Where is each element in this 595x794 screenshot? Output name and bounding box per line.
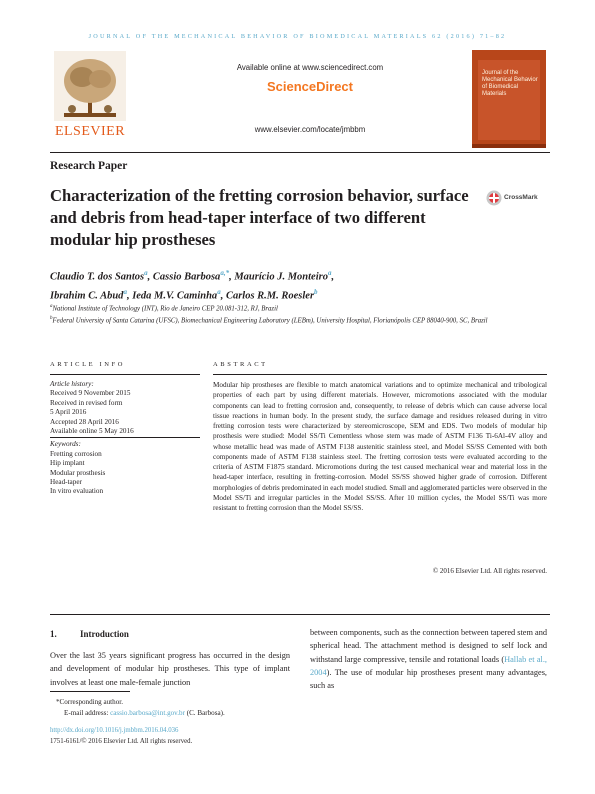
elsevier-wordmark: ELSEVIER (54, 124, 126, 139)
affiliation-marker[interactable]: a,* (220, 269, 230, 277)
email-line (56, 708, 356, 719)
keyword: In vitro evaluation (50, 487, 104, 496)
article-info-rule (50, 374, 200, 375)
crossmark-label: CrossMark (504, 194, 538, 201)
author-line-1: Claudio T. dos Santos$^a$, Cassio Barbosa$^{a,*}$, Maurício J. Monteiro$^a$, (50, 269, 335, 283)
keyword: Modular prosthesis (50, 468, 106, 477)
intro-column-1: Over the last 35 years significant progress has occurred in the design and development of modular hip prostheses. This type of implant involves at least one male-female junction (50, 651, 290, 687)
cover-title: Journal of the Mechanical Behavior of Biomedical Materials (482, 70, 538, 97)
history-label: Article history: (50, 380, 94, 388)
journal-running-header: JOURNAL OF THE MECHANICAL BEHAVIOR OF BIOMEDICAL MATERIALS 62 (2016) 71–82 (88, 33, 507, 40)
email-link[interactable]: cassio.barbosa@int.gov.br (110, 708, 185, 717)
article-info-heading: ARTICLE INFO (50, 361, 126, 368)
history-item: 5 April 2016 (50, 408, 87, 417)
body-text: between components, such as the connection between tapered stem and spherical head. The attachment method is designed to self lock and withstand large compressive, tensile and rotational loads ( (310, 628, 547, 664)
history-item: Available online 5 May 2016 (50, 427, 134, 436)
author-name[interactable]: , Carlos R.M. Roesler (220, 290, 315, 302)
author-name[interactable]: Claudio T. dos Santos (50, 271, 145, 283)
section-number: 1. (50, 629, 57, 639)
affiliation-text: Federal University of Santa Catarina (UFSC), Biomechanical Engineering Laboratory (LEBm), University Hospital, Florianópolis CEP 88040-900, SC, Brazil (52, 317, 488, 325)
sciencedirect-logo[interactable]: ScienceDirect (267, 79, 353, 94)
abstract-text: Modular hip prostheses are flexible to match anatomical variations and to optimize mechanical and tribological properties of each part by using different materials. However, micromotions associated with the modular components can lead to fretting corrosion and, consequently, to release of debris which can cause adverse local tissue reactions in human body. In the present study, the surface damage and residues released during in vitro fretting corrosion tests were characterized by stereomicroscope, SEM and EDS. Two models of modular hip prosthesis were studied: Model SS/Ti Cementless whose stem was made of ASTM F136 Ti-6Al-4V alloy and whose metallic head was made of ASTM F138 austenitic stainless steel, and Model SS/SS Cemented with both components made of ASTM F138 stainless steel. The fretting corrosion tests were evaluated according to the criteria of ASTM F1875 standard. Micromotions during the test caused mechanical wear and material loss in the head-taper interface, resulting in fretting-corrosion. Model SS/SS showed higher grade of corrosion. Different morphologies of debris predominated in each model studied. Small and agglomerated particles were observed in the Model SS/Ti and irregular particles in the Model SS/SS. After 10 million cycles, the Model SS/Ti was more resistant to fretting corrosion than the Model SS/SS. (213, 381, 547, 512)
abstract-heading: ABSTRACT (213, 361, 268, 368)
author-name[interactable]: , Ieda M.V. Caminha (126, 290, 218, 302)
affiliation-marker[interactable]: a (217, 288, 221, 296)
available-online-text: Available online at www.sciencedirect.com (236, 63, 384, 72)
author-name[interactable]: Ibrahim C. Abud (50, 290, 124, 302)
article-title: Characterization of the fretting corrosion behavior, surface and debris from head-taper interface of two different modular hip prostheses (50, 186, 469, 249)
article-info (50, 380, 200, 497)
copyright-notice: © 2016 Elsevier Ltd. All rights reserved. (432, 567, 547, 575)
crossmark-icon (486, 190, 502, 206)
doi-link[interactable]: http://dx.doi.org/10.1016/j.jmbbm.2016.04.036 (50, 727, 179, 734)
journal-homepage-link[interactable]: www.elsevier.com/locate/jmbbm (254, 125, 366, 134)
footnote (56, 697, 356, 718)
history-item: Received in revised form (50, 398, 123, 407)
crossmark-badge[interactable] (486, 186, 546, 226)
section-title: Introduction (80, 629, 129, 639)
history-item: Accepted 28 April 2016 (50, 417, 119, 426)
citation-link[interactable]: Hallab et al., 2004 (310, 654, 547, 677)
keyword: Hip implant (50, 459, 85, 468)
affiliation-b (50, 313, 520, 326)
email-label: E-mail address: (64, 708, 111, 717)
header-divider (50, 152, 550, 153)
article-type: Research Paper (50, 160, 128, 172)
keyword: Fretting corrosion (50, 449, 102, 458)
affiliation-marker[interactable]: b (314, 288, 318, 296)
journal-cover-image (472, 50, 546, 148)
affiliation-marker[interactable]: a (144, 269, 148, 277)
body-text: ). The use of modular hip prostheses present many advantages, such as (310, 667, 547, 691)
affiliation-text: National Institute of Technology (INT), Rio de Janeiro CEP 20.081-312, RJ, Brazil (52, 305, 278, 313)
info-divider (50, 437, 200, 438)
affiliation-marker[interactable]: a (327, 269, 332, 277)
affiliation-label: a (50, 304, 53, 309)
author-name[interactable]: , Maurício J. Monteiro (229, 271, 328, 283)
keyword: Head-taper (50, 478, 82, 487)
abstract-rule (213, 374, 547, 375)
author-list (50, 266, 470, 304)
intro-column-2 (310, 626, 547, 692)
author-name[interactable]: , Cassio Barbosa (147, 271, 221, 283)
issn-line: 1751-6161/© 2016 Elsevier Ltd. All rights reserved. (50, 738, 193, 745)
affiliation-label: b (50, 316, 53, 321)
affiliation-marker[interactable]: a (123, 288, 127, 296)
footnote-rule (50, 691, 130, 692)
keywords-label: Keywords: (50, 440, 81, 449)
corresponding-author-note: *Corresponding author. (56, 698, 123, 706)
history-item: Received 9 November 2015 (50, 389, 131, 398)
email-suffix: (C. Barbosa). (184, 708, 225, 717)
body-divider (50, 614, 550, 615)
